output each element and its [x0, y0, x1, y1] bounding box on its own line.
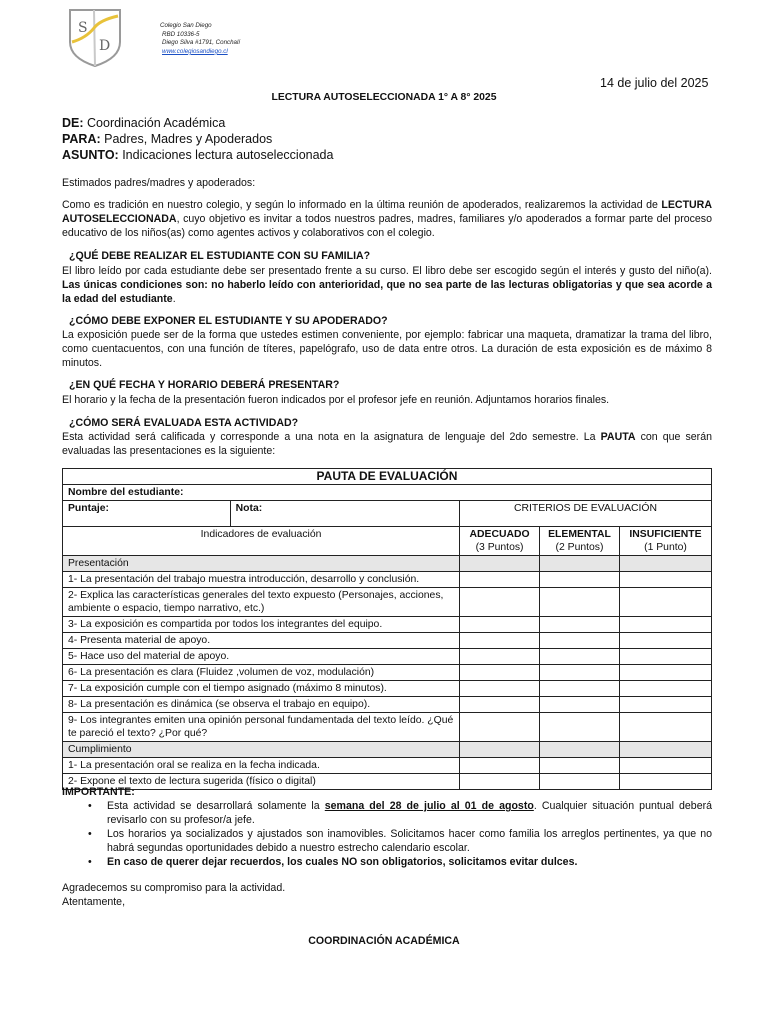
svg-text:D: D: [99, 38, 111, 54]
table-row: 3- La exposición es compartida por todos los integrantes del equipo.: [63, 617, 460, 633]
table-row: 1- La presentación oral se realiza en la fecha indicada.: [63, 758, 460, 774]
para-label: PARA:: [62, 132, 101, 146]
intro-text-1: Como es tradición en nuestro colegio, y según lo informado en la última reunión de apoderados, realizaremos la actividad de: [62, 199, 662, 211]
score-cell[interactable]: [460, 665, 540, 681]
score-cell[interactable]: [540, 681, 620, 697]
asunto-value: Indicaciones lectura autoseleccionada: [122, 148, 334, 162]
score-cell[interactable]: [460, 588, 540, 617]
score-cell[interactable]: [619, 758, 711, 774]
score-cell[interactable]: [619, 588, 711, 617]
question-1: ¿QUÉ DEBE REALIZAR EL ESTUDIANTE CON SU FAMILIA?: [69, 250, 371, 262]
score-cell[interactable]: [460, 572, 540, 588]
column-points: (2 Puntos): [555, 542, 604, 553]
answer-1: [62, 264, 712, 306]
score-cell: [540, 742, 620, 758]
table-row: 7- La exposición cumple con el tiempo asignado (máximo 8 minutos).: [63, 681, 460, 697]
score-cell[interactable]: [460, 633, 540, 649]
score-cell[interactable]: [540, 588, 620, 617]
score-cell[interactable]: [540, 665, 620, 681]
score-cell: [540, 556, 620, 572]
score-cell[interactable]: [540, 572, 620, 588]
list-item: [62, 855, 712, 869]
svg-text:S: S: [78, 20, 88, 36]
question-4: ¿CÓMO SERÁ EVALUADA ESTA ACTIVIDAD?: [69, 417, 299, 429]
school-name: Colegio San Diego: [160, 22, 212, 29]
answer-1-tail: .: [172, 293, 176, 305]
score-cell[interactable]: [540, 713, 620, 742]
score-cell[interactable]: [619, 681, 711, 697]
item1-post: . Cualquier situación puntual deberá revisarlo con su profesor/a jefe.: [107, 800, 713, 826]
section-cumplimiento: Cumplimiento: [63, 742, 460, 758]
nota-field: Nota:: [230, 501, 459, 527]
signature: COORDINACIÓN ACADÉMICA: [308, 935, 460, 947]
intro-text-2: , cuyo objetivo es invitar a todos nuestros padres, madres, familiares y/o apoderados a formar parte del proceso educativo de los niños(as) como agentes activos y colaborativos con el colegio.: [62, 213, 712, 239]
school-info: [160, 22, 240, 56]
column-points: (1 Punto): [644, 542, 687, 553]
list-item: [62, 827, 712, 855]
item1-underline: semana del 28 de julio al 01 de agosto: [324, 800, 534, 812]
table-row: 5- Hace uso del material de apoyo.: [63, 649, 460, 665]
answer-1-bold: Las únicas condiciones son: no haberlo leído con anterioridad, que no sea parte de las lecturas obligatorias y que sea acorde a la edad del estudiante: [62, 279, 712, 305]
score-cell[interactable]: [619, 713, 711, 742]
score-cell[interactable]: [619, 572, 711, 588]
score-cell[interactable]: [540, 649, 620, 665]
table-title: PAUTA DE EVALUACIÓN: [63, 469, 712, 485]
score-cell[interactable]: [460, 649, 540, 665]
table-row: 8- La presentación es dinámica (se observa el trabajo en equipo).: [63, 697, 460, 713]
section-presentacion: Presentación: [63, 556, 460, 572]
score-cell[interactable]: [460, 697, 540, 713]
school-logo: [66, 8, 124, 68]
importante-section: [62, 786, 712, 869]
para-value: Padres, Madres y Apoderados: [104, 132, 273, 146]
memo-header: [62, 115, 333, 163]
score-cell[interactable]: [460, 713, 540, 742]
greeting: Estimados padres/madres y apoderados:: [62, 177, 256, 189]
answer-4-tail: con que serán evaluadas las presentaciones es la siguiente:: [62, 431, 712, 457]
document-title: LECTURA AUTOSELECCIONADA 1° A 8° 2025: [271, 92, 497, 103]
column-points: (3 Puntos): [475, 542, 524, 553]
item1-text: Esta actividad se desarrollará solamente la: [107, 800, 325, 812]
answer-2: La exposición puede ser de la forma que ustedes estimen conveniente, por ejemplo: fabricar una maqueta, dramatizar la trama del libro, como cuentacuentos, con una función de títeres, papelógrafo, uso de data entre otros. La duración de esta exposición es de máximo 8 minutos.: [62, 329, 712, 369]
answer-4-text: Esta actividad será calificada y corresponde a una nota en la asignatura de lenguaje del 2do semestre. La: [62, 431, 601, 443]
score-cell[interactable]: [460, 617, 540, 633]
table-row: 2- Expone el texto de lectura sugerida (físico o digital): [63, 774, 460, 790]
school-website-link[interactable]: www.colegiosandiego.cl: [162, 47, 228, 55]
score-cell[interactable]: [619, 665, 711, 681]
score-cell[interactable]: [460, 758, 540, 774]
importante-label: IMPORTANTE:: [62, 786, 135, 798]
table-row: 6- La presentación es clara (Fluidez ,volumen de voz, modulación): [63, 665, 460, 681]
answer-4: [62, 430, 712, 458]
answer-4-bold: PAUTA: [600, 431, 636, 443]
school-address: Diego Silva #1791, Conchalí: [162, 39, 241, 47]
intro-bold: LECTURA AUTOSELECCIONADA: [62, 199, 712, 225]
score-cell[interactable]: [540, 697, 620, 713]
table-row: 4- Presenta material de apoyo.: [63, 633, 460, 649]
score-cell[interactable]: [619, 617, 711, 633]
table-row: 9- Los integrantes emiten una opinión personal fundamentada del texto leído. ¿Qué te pareció el texto? ¿Por qué?: [63, 713, 460, 742]
score-cell: [619, 742, 711, 758]
criterios-header: CRITERIOS DE EVALUACIÓN: [460, 501, 712, 527]
score-cell[interactable]: [619, 633, 711, 649]
evaluation-table: [62, 468, 712, 790]
score-cell[interactable]: [460, 681, 540, 697]
table-row: 1- La presentación del trabajo muestra introducción, desarrollo y conclusión.: [63, 572, 460, 588]
table-row: 2- Explica las características generales del texto expuesto (Personajes, acciones, ambiente o espacio, tiempo narrativo, etc.): [63, 588, 460, 617]
bullet-icon: •: [88, 828, 92, 840]
column-name: ADECUADO: [469, 529, 530, 540]
de-label: DE:: [62, 116, 84, 130]
document-date: 14 de julio del 2025: [600, 76, 709, 90]
closing-text: Agradecemos su compromiso para la actividad.: [62, 882, 286, 894]
column-name: ELEMENTAL: [548, 529, 611, 540]
score-cell[interactable]: [540, 758, 620, 774]
score-cell[interactable]: [619, 697, 711, 713]
question-3: ¿EN QUÉ FECHA Y HORARIO DEBERÁ PRESENTAR?: [69, 379, 340, 391]
question-2: ¿CÓMO DEBE EXPONER EL ESTUDIANTE Y SU APODERADO?: [69, 315, 388, 327]
school-rbd: RBD 10336-5: [162, 30, 200, 38]
list-item: [62, 799, 712, 827]
intro-paragraph: [62, 198, 712, 240]
signoff-text: Atentamente,: [62, 896, 126, 908]
asunto-label: ASUNTO:: [62, 148, 119, 162]
column-name: INSUFICIENTE: [629, 529, 702, 540]
score-cell[interactable]: [540, 633, 620, 649]
puntaje-field: Puntaje:: [63, 501, 231, 527]
score-cell: [460, 742, 540, 758]
score-cell: [619, 556, 711, 572]
item3-text: En caso de querer dejar recuerdos, los cuales NO son obligatorios, solicitamos evitar dulces.: [107, 856, 578, 868]
column-elemental: [540, 527, 620, 556]
answer-1-text: El libro leído por cada estudiante debe ser presentado frente a su curso. El libro debe ser escogido según el interés y gusto del niño(a).: [62, 265, 712, 277]
bullet-icon: •: [88, 856, 92, 868]
importante-list: [62, 799, 712, 869]
de-value: Coordinación Académica: [87, 116, 226, 130]
answer-3: El horario y la fecha de la presentación fueron indicados por el profesor jefe en reunión. Adjuntamos horarios finales.: [62, 394, 610, 406]
score-cell[interactable]: [540, 617, 620, 633]
indicadores-header: Indicadores de evaluación: [63, 527, 460, 556]
student-name-field: Nombre del estudiante:: [63, 485, 712, 501]
column-insuficiente: [619, 527, 711, 556]
score-cell[interactable]: [619, 649, 711, 665]
item2-text: Los horarios ya socializados y ajustados son inamovibles. Solicitamos hacer como familia los arreglos pertinentes, ya que no habrá segundas oportunidades debido a nuestro estrecho calendario escolar.: [107, 828, 712, 854]
column-adecuado: [460, 527, 540, 556]
bullet-icon: •: [88, 800, 92, 812]
score-cell: [460, 556, 540, 572]
